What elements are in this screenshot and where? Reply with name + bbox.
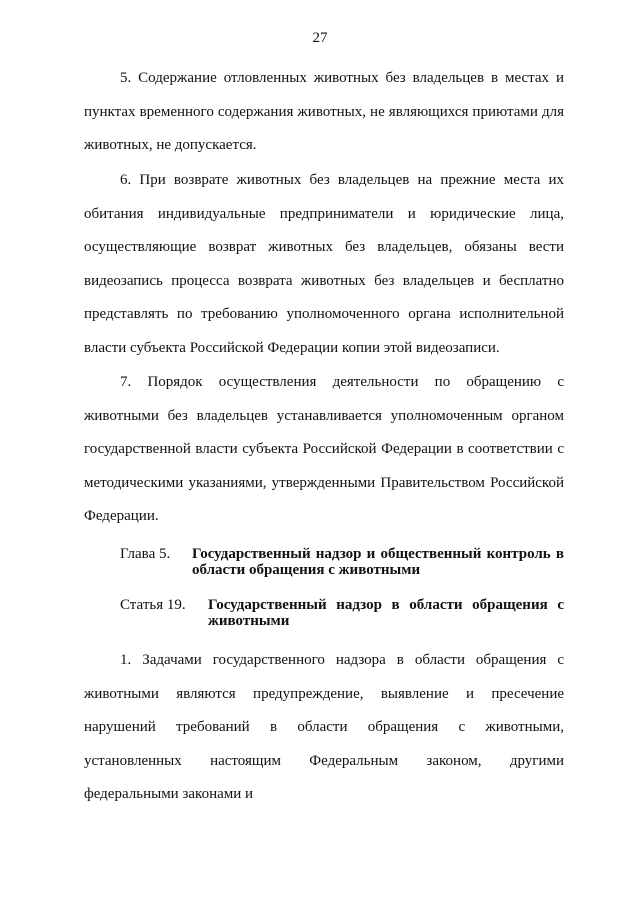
- chapter-label: Глава 5.: [120, 546, 171, 562]
- paragraph-7: 7. Порядок осуществления деятельности по обращению с животными без владельцев устанавливается уполномоченным органом государственной власти субъекта Российской Федерации в соответствии с методическими указаниями, утвержденными Правительством Российской Федерации.: [84, 374, 564, 524]
- chapter-title: Государственный надзор и общественный контроль в области обращения с животными: [192, 546, 564, 578]
- article-19-paragraph-1: 1. Задачами государственного надзора в области обращения с животными являются предупреждение, выявление и пресечение нарушений требований в области обращения с животными, установленных настоящим Федеральным законом, другими федеральными законами и: [84, 652, 564, 802]
- paragraph-5: 5. Содержание отловленных животных без владельцев в местах и пунктах временного содержания животных, не являющихся приютами для животных, не допускается.: [84, 70, 564, 153]
- page-number: 27: [312, 30, 328, 46]
- article-heading: [120, 597, 564, 629]
- paragraph-6: 6. При возврате животных без владельцев на прежние места их обитания индивидуальные предприниматели и юридические лица, осуществляющие возврат животных без владельцев, обязаны вести видеозапись процесса возврата животных без владельцев и бесплатно представлять по требованию уполномоченного органа исполнительной власти субъекта Российской Федерации копии этой видеозаписи.: [84, 172, 564, 356]
- chapter-heading: [120, 546, 564, 578]
- article-label: Статья 19.: [120, 597, 186, 613]
- article-title: Государственный надзор в области обращения с животными: [208, 597, 564, 629]
